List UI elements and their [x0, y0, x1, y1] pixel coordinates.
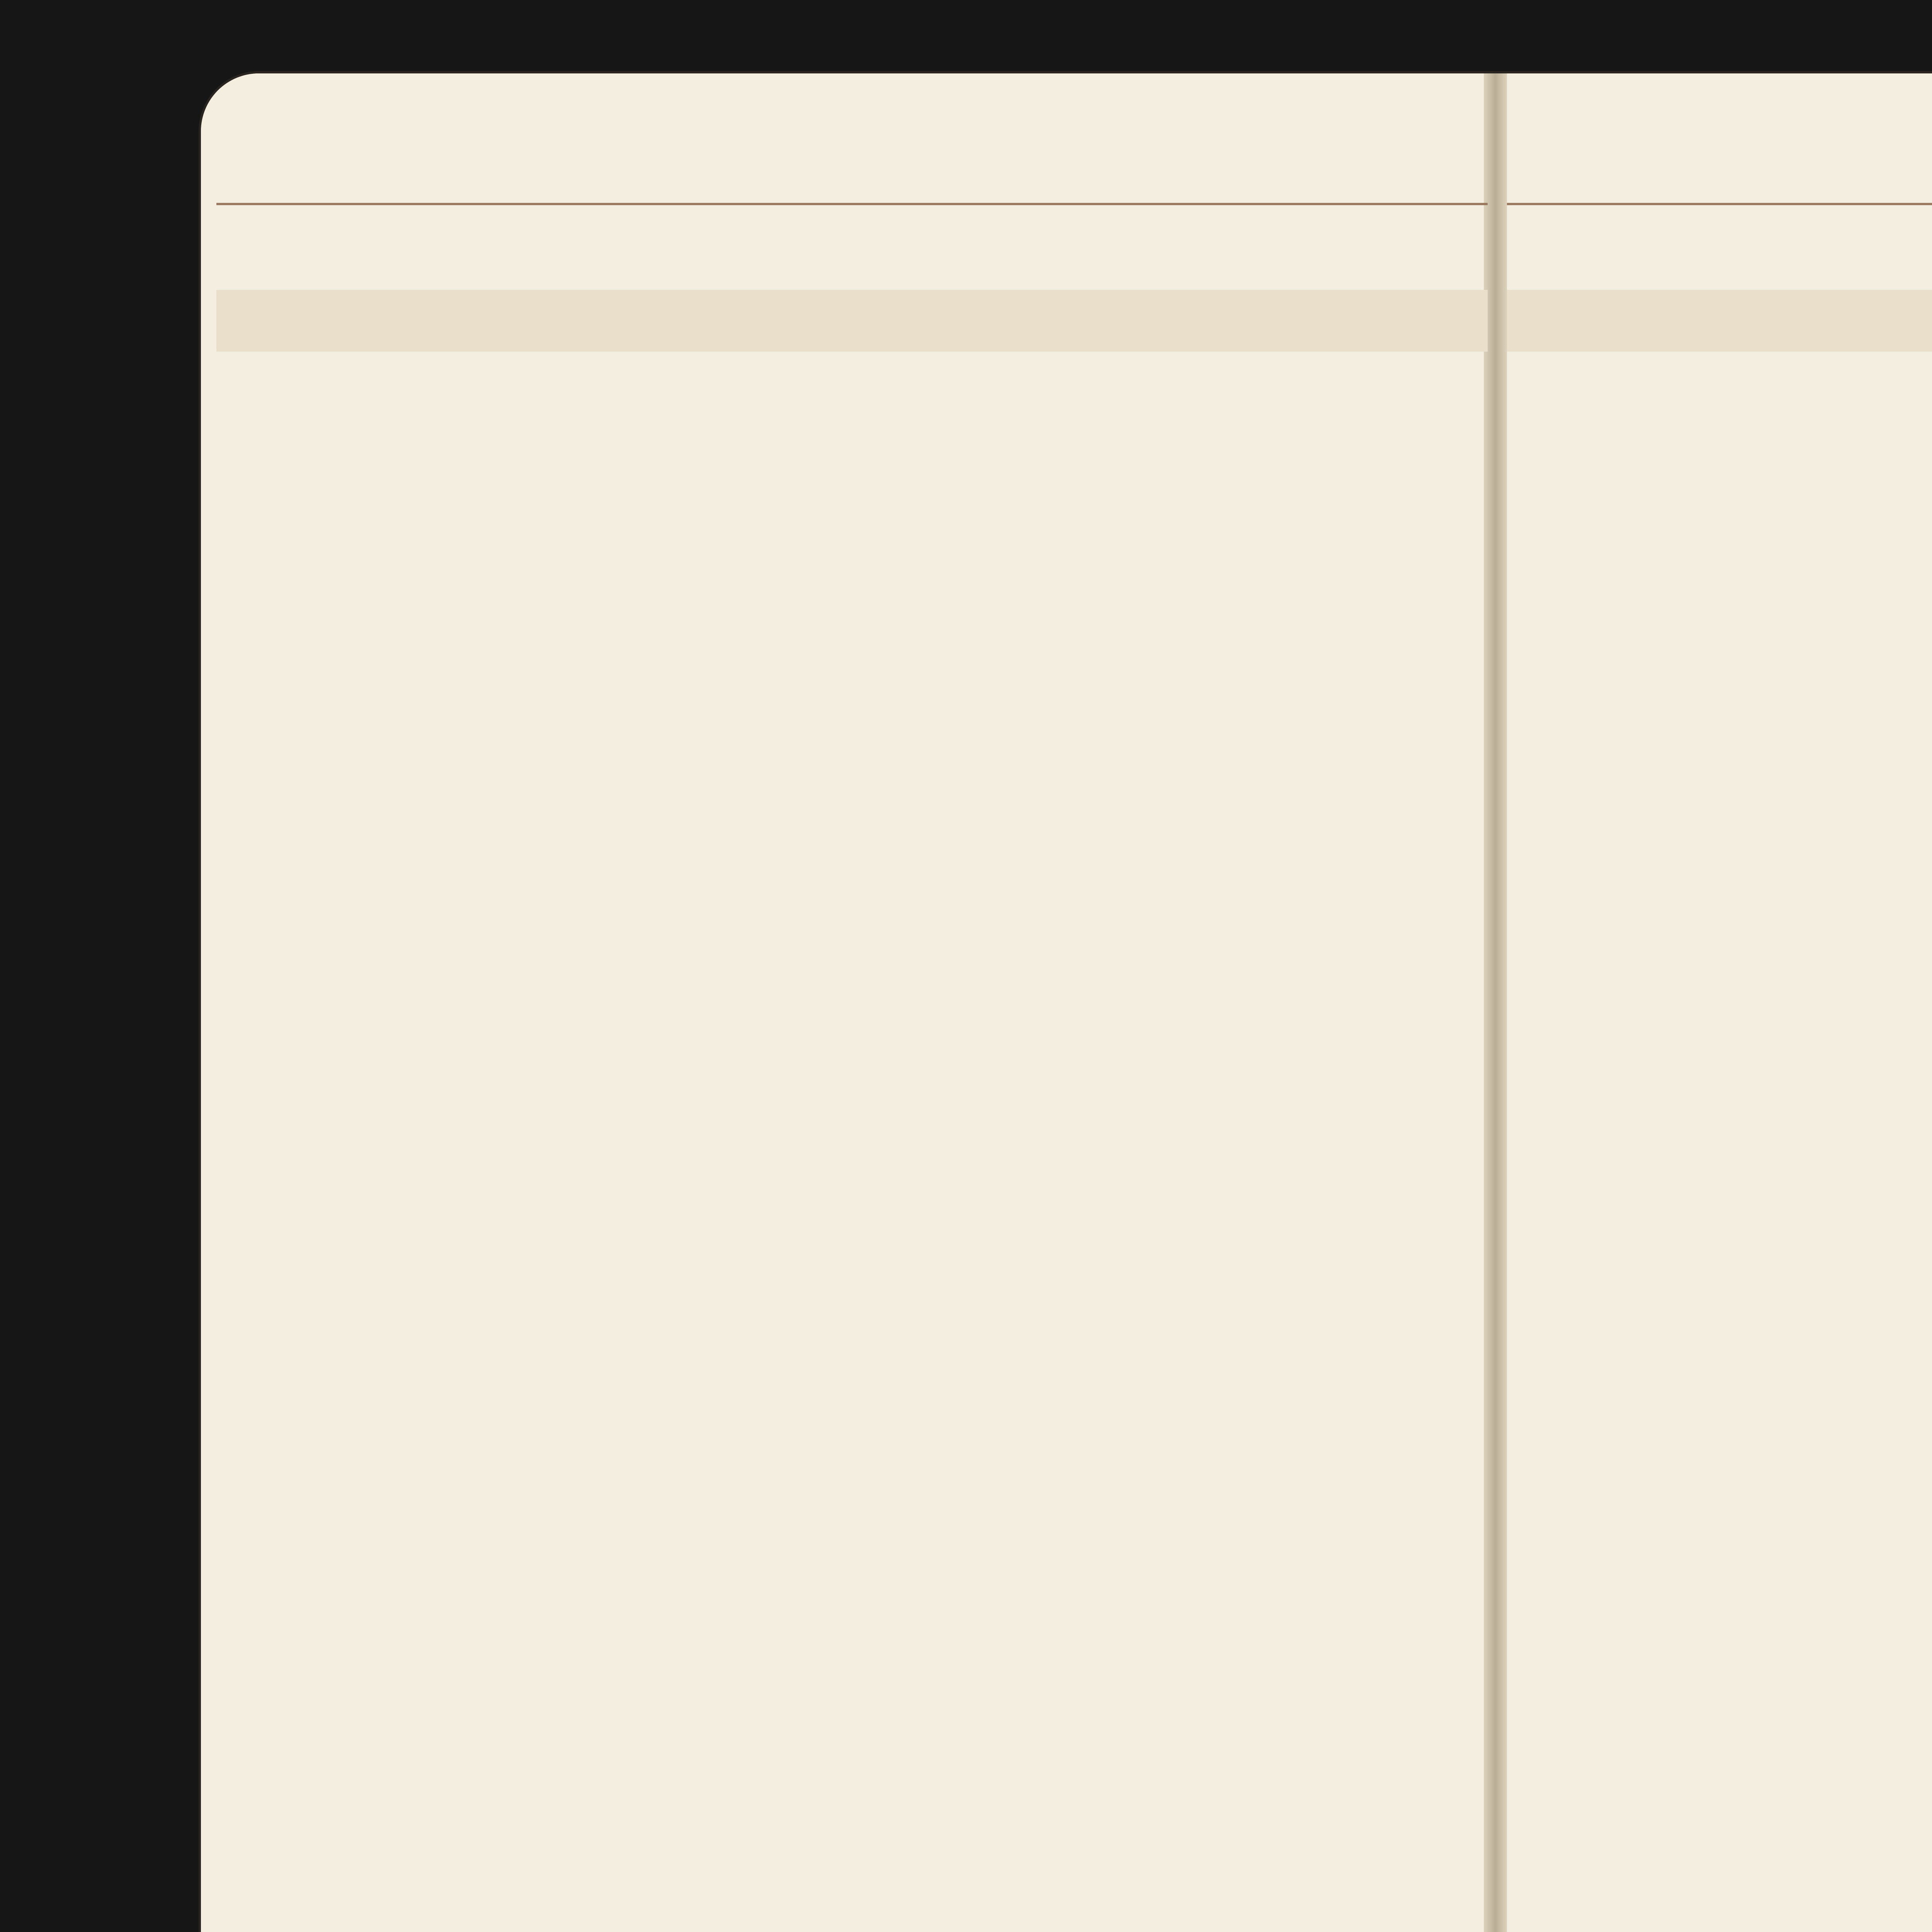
sub-mo [680, 112, 706, 135]
col-grantee-sub [1059, 112, 1360, 135]
col-inst-no [313, 73, 398, 135]
sub-m-vol [1522, 112, 1561, 135]
col-grantor-sub [757, 112, 1059, 135]
left-page [201, 73, 1495, 1932]
col-description [1615, 73, 1747, 135]
col-page [433, 73, 471, 135]
sub-day [706, 112, 731, 135]
col-mortgage [1522, 73, 1615, 112]
sub-yr [577, 112, 602, 135]
sub-yr [654, 112, 679, 135]
col-condominiums [1839, 73, 1932, 112]
sub-t [1781, 112, 1808, 135]
col-grantor [757, 73, 1059, 112]
col-grantee [1059, 73, 1360, 112]
right-top-rule [1507, 203, 1932, 205]
col-date-inst [526, 73, 603, 112]
sub-r [1808, 112, 1839, 135]
col-consideration [1360, 73, 1437, 135]
right-column-header [1507, 290, 1932, 352]
col-date-filing [603, 73, 680, 112]
ledger-book [201, 73, 1932, 1932]
book-gutter [1484, 73, 1507, 1932]
col-description-str [1747, 73, 1839, 112]
col-kind [471, 73, 526, 135]
col-number [216, 73, 313, 135]
col-vol [398, 73, 433, 135]
right-page [1495, 73, 1932, 1932]
sub-mo [603, 112, 628, 135]
sub-sec [1747, 112, 1781, 135]
sub-unit-bldg [1839, 112, 1932, 135]
col-ack-dates [680, 73, 757, 112]
sub-yr [731, 112, 757, 135]
sub-day [551, 112, 577, 135]
left-column-header [216, 290, 1488, 352]
sub-mo [526, 112, 551, 135]
sub-day [628, 112, 654, 135]
left-top-rule [216, 203, 1488, 205]
sub-m-page [1561, 112, 1615, 135]
